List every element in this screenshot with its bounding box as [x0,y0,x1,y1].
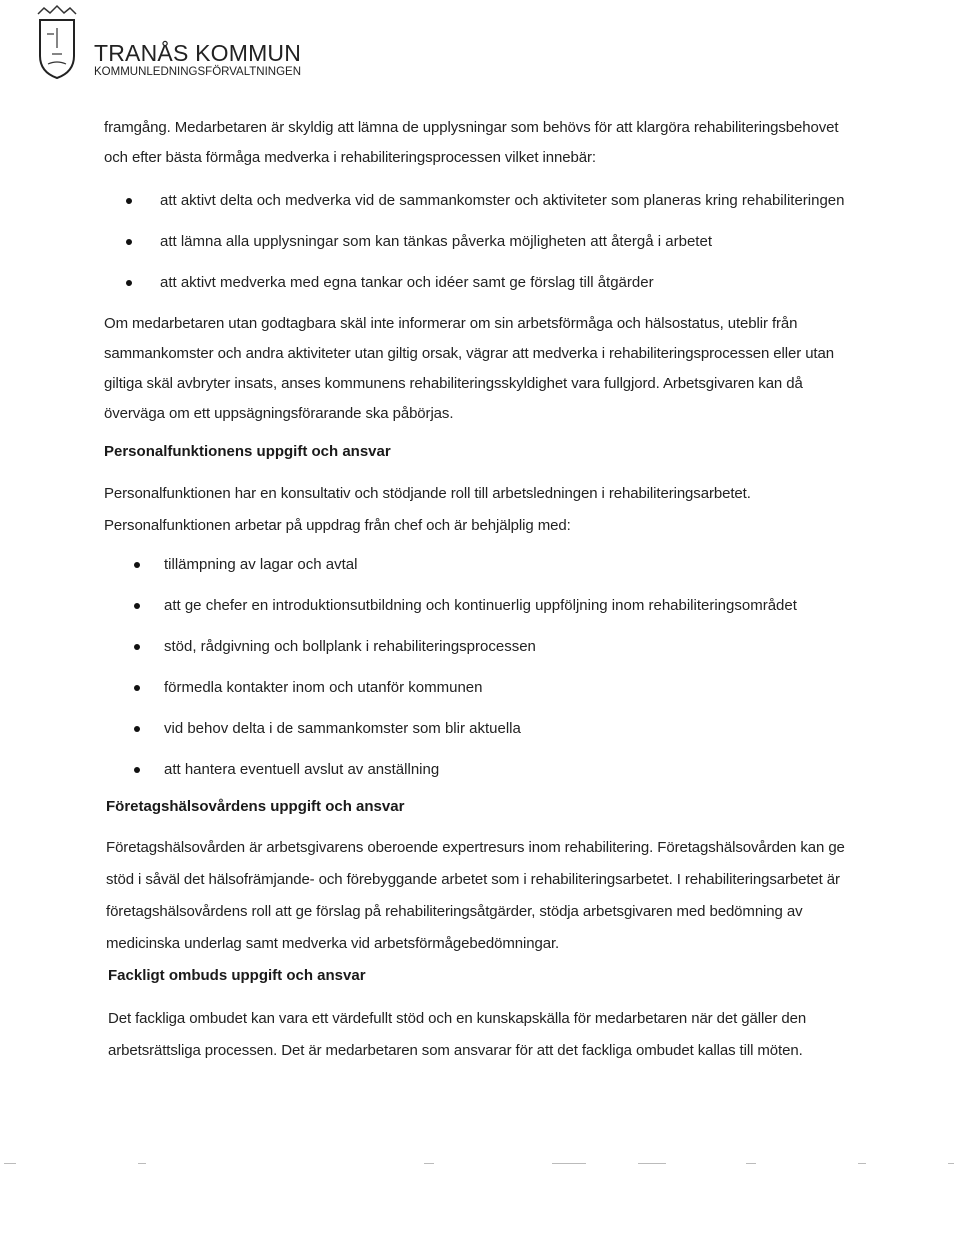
paragraph-line: Om medarbetaren utan godtagbara skäl inte informerar om sin arbetsförmåga och hälsostatus, uteblir från [104,315,798,332]
list-item: att ge chefer en introduktionsutbildning och kontinuerlig uppföljning inom rehabiliteringsområdet [164,596,864,637]
occupational-health-paragraph [106,832,846,960]
paragraph-line: överväga om ett uppsägningsförarande ska påbörjas. [104,405,454,422]
paragraph-line: företagshälsovårdens roll att ge förslag på rehabiliteringsåtgärder, stödja arbetsgivaren med bedömning av [106,903,803,920]
list-item: att lämna alla upplysningar som kan tänkas påverka möjligheten att återgå i arbetet [160,232,860,273]
letterhead [28,4,428,84]
paragraph-line: medicinska underlag samt medverka vid arbetsförmågebedömningar. [106,935,560,952]
paragraph-line: Företagshälsovården är arbetsgivarens oberoende expertresurs inom rehabilitering. Företagshälsovården kan ge [106,839,845,856]
department-name: KOMMUNLEDNINGSFÖRVALTNINGEN [94,66,302,78]
municipal-crest-icon [30,4,84,80]
paragraph-line: stöd i såväl det hälsofrämjande- och förebyggande arbetet som i rehabiliteringsarbetet. I rehabiliteringsarbetet är [106,871,840,888]
list-item: vid behov delta i de sammankomster som blir aktuella [164,719,864,760]
consequence-paragraph [104,309,844,429]
paragraph-line: giltiga skäl avbryter insats, anses kommunens rehabiliteringsskyldighet vara fullgjord. Arbetsgivaren kan då [104,375,803,392]
personnel-paragraph [104,478,844,542]
list-item: förmedla kontakter inom och utanför kommunen [164,678,864,719]
paragraph-line: Personalfunktionen arbetar på uppdrag från chef och är behjälplig med: [104,517,571,534]
paragraph-line: sammankomster och andra aktiviteter utan giltig orsak, vägrar att medverka i rehabiliteringsprocessen eller utan [104,345,834,362]
paragraph-line: Det fackliga ombudet kan vara ett värdefullt stöd och en kunskapskälla för medarbetaren när det gäller den [108,1010,807,1027]
scan-artifacts [0,1155,960,1175]
personnel-tasks-list [164,555,864,801]
paragraph-line: Personalfunktionen har en konsultativ och stödjande roll till arbetsledningen i rehabiliteringsarbetet. [104,485,751,502]
organization-name: TRANÅS KOMMUN [94,40,302,66]
section-heading-personnel: Personalfunktionens uppgift och ansvar [104,443,391,460]
list-item: tillämpning av lagar och avtal [164,555,864,596]
intro-line: framgång. Medarbetaren är skyldig att lämna de upplysningar som behövs för att klargöra rehabiliteringsbehovet [104,119,839,136]
intro-line: och efter bästa förmåga medverka i rehabiliteringsprocessen vilket innebär: [104,149,596,166]
section-heading-occupational-health: Företagshälsovårdens uppgift och ansvar [106,798,405,815]
list-item: att aktivt medverka med egna tankar och idéer samt ge förslag till åtgärder [160,273,860,314]
employee-duties-list [160,191,860,314]
section-heading-union: Fackligt ombuds uppgift och ansvar [108,967,366,984]
paragraph-line: arbetsrättsliga processen. Det är medarbetaren som ansvarar för att det fackliga ombudet kallas till möten. [108,1042,803,1059]
intro-paragraph [104,113,844,173]
list-item: att hantera eventuell avslut av anställning [164,760,864,801]
union-paragraph [108,1003,848,1067]
list-item: stöd, rådgivning och bollplank i rehabiliteringsprocessen [164,637,864,678]
list-item: att aktivt delta och medverka vid de sammankomster och aktiviteter som planeras kring rehabiliteringen [160,191,860,232]
